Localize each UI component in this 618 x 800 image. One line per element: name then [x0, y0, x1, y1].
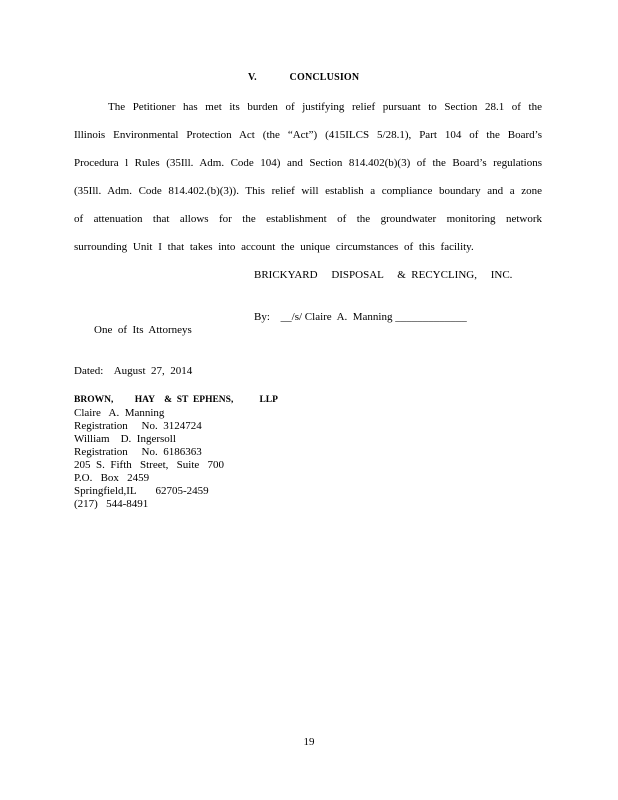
counsel-block: [74, 394, 278, 511]
signer-role: One of Its Attorneys: [94, 324, 192, 336]
counsel-line: William D. Ingersoll: [74, 433, 176, 445]
paragraph-line: surrounding Unit I that takes into account the unique circumstances of this facility.: [74, 241, 474, 253]
signer-name: __/s/ Claire A. Manning _____________: [280, 311, 467, 323]
company-name: BRICKYARD DISPOSAL & RECYCLING, INC.: [254, 269, 513, 281]
date-line: Dated: August 27, 2014: [74, 365, 193, 377]
paragraph-line: Procedura l Rules (35Ill. Adm. Code 104) and Section 814.402(b)(3) of the Board’s regulations: [74, 157, 542, 169]
paragraph-line: The Petitioner has met its burden of justifying relief pursuant to Section 28.1 of the: [108, 101, 542, 113]
paragraph-line: (35Ill. Adm. Code 814.402.(b)(3)). This relief will establish a compliance boundary and a zone: [74, 185, 542, 197]
section-number: V.: [248, 72, 257, 83]
paragraph-line: of attenuation that allows for the establishment of the groundwater monitoring network: [74, 213, 542, 225]
counsel-line: Registration No. 6186363: [74, 446, 202, 458]
counsel-line: Claire A. Manning: [74, 407, 165, 419]
by-label: By:: [254, 311, 270, 323]
counsel-line: Springfield,IL 62705-2459: [74, 485, 209, 497]
signature-line: [254, 311, 467, 323]
section-title: CONCLUSION: [289, 72, 360, 83]
counsel-line: Registration No. 3124724: [74, 420, 202, 432]
firm-name: BROWN, HAY & ST EPHENS, LLP: [74, 395, 278, 405]
counsel-line: 205 S. Fifth Street, Suite 700: [74, 459, 225, 471]
page-number: 19: [303, 736, 315, 748]
section-heading: [248, 72, 359, 83]
counsel-line: P.O. Box 2459: [74, 472, 150, 484]
counsel-line: (217) 544-8491: [74, 498, 149, 510]
paragraph-line: Illinois Environmental Protection Act (the “Act”) (415ILCS 5/28.1), Part 104 of the Board’s: [74, 129, 542, 141]
